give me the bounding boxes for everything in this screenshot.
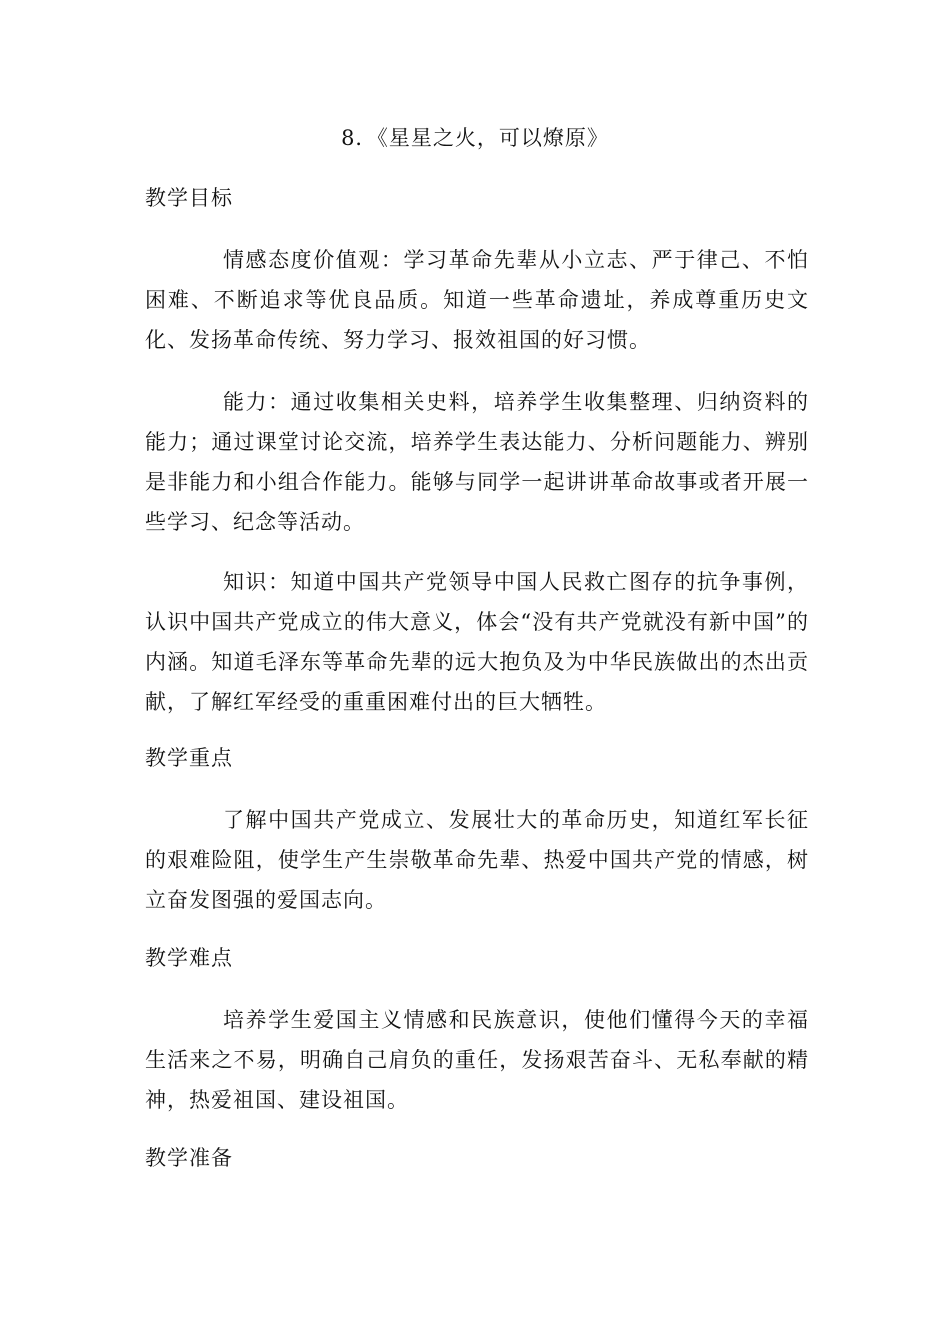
document-title: 8．《星星之火，可以燎原》: [341, 126, 609, 150]
paragraph-ability-goal: 能力：通过收集相关史料，培养学生收集整理、归纳资料的能力；通过课堂讨论交流，培养学生表达能力、分析问题能力、辨别是非能力和小组合作能力。能够与同学一起讲讲革命故事或者开展一些学习、纪念等活动。: [145, 390, 809, 534]
heading-teaching-goals: 教学目标: [145, 186, 233, 210]
heading-key-points: 教学重点: [145, 746, 233, 770]
heading-preparation: 教学准备: [145, 1146, 233, 1170]
paragraph-knowledge-goal: 知识：知道中国共产党领导中国人民救亡图存的抗争事例，认识中国共产党成立的伟大意义，体会“没有共产党就没有新中国”的内涵。知道毛泽东等革命先辈的远大抱负及为中华民族做出的杰出贡献，了解红军经受的重重困难付出的巨大牺牲。: [145, 570, 809, 714]
paragraph-difficulties: 培养学生爱国主义情感和民族意识，使他们懂得今天的幸福生活来之不易，明确自己肩负的重任，发扬艰苦奋斗、无私奉献的精神，热爱祖国、建设祖国。: [145, 1008, 809, 1112]
paragraph-key-points: 了解中国共产党成立、发展壮大的革命历史，知道红军长征的艰难险阻，使学生产生崇敬革命先辈、热爱中国共产党的情感，树立奋发图强的爱国志向。: [145, 808, 809, 912]
heading-difficulties: 教学难点: [145, 946, 233, 970]
paragraph-emotion-goal: 情感态度价值观：学习革命先辈从小立志、严于律己、不怕困难、不断追求等优良品质。知道一些革命遗址，养成尊重历史文化、发扬革命传统、努力学习、报效祖国的好习惯。: [145, 248, 809, 352]
